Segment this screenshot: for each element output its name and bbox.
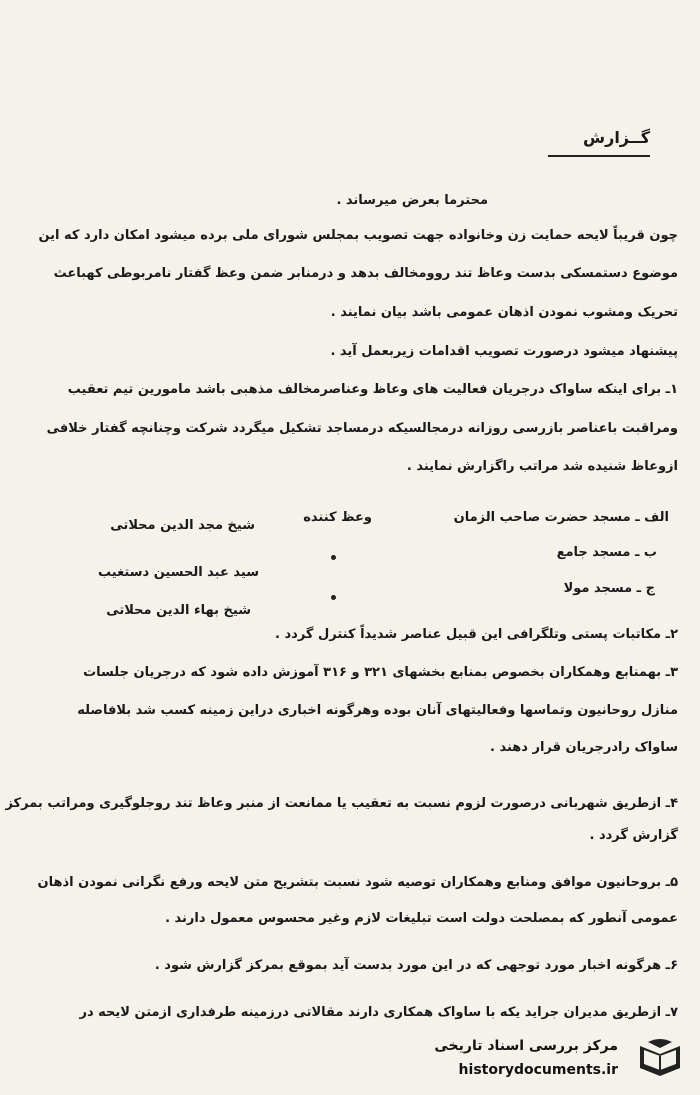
speaker-name: سید عبد الحسین دستغیب	[98, 565, 259, 580]
document-title: گــزارش	[583, 128, 650, 147]
text-line: محترما بعرض میرساند .	[336, 193, 488, 208]
text-line: ۳ـ بهمنابع وهمکاران بخصوص بمنابع بخشهای ۳۲۱ و ۳۱۶ آموزش داده شود که درجریان جلسات	[83, 665, 678, 680]
text-line: ازوعاظ شنیده شد مراتب راگزارش نمایند .	[406, 459, 678, 474]
archive-name: مرکز بررسی اسناد تاریخی	[434, 1038, 618, 1054]
text-line: چون قریباً لایحه حمایت زن وخانواده جهت تصویب بمجلس شورای ملی برده میشود امکان دارد که این	[38, 228, 678, 243]
mosque-name: ج ـ مسجد مولا	[563, 581, 655, 596]
text-line: عمومی آنطور که بمصلحت دولت است تبلیغات لازم وغیر محسوس معمول دارند .	[165, 911, 678, 926]
speaker-name: شیخ مجد الدین محلاتی	[110, 518, 255, 533]
ditto-mark	[331, 595, 336, 600]
text-line: منازل روحانیون وتماسها وفعالیتهای آنان بوده وهرگونه اخباری دراین زمینه کسب شد بلافاصله	[77, 703, 678, 718]
watermark-footer	[410, 1032, 690, 1088]
archive-url: historydocuments.ir	[458, 1062, 618, 1078]
text-line: ۵ـ بروحانیون موافق ومنابع وهمکاران توصیه شود نسبت بتشریح متن لایحه ورفع نگرانی نمودن اذهان	[37, 875, 678, 890]
mosque-name: الف ـ مسجد حضرت صاحب الزمان	[453, 510, 669, 525]
text-line: ۶ـ هرگونه اخبار مورد توجهی که در این مورد بدست آید بموقع بمرکز گزارش شود .	[154, 958, 678, 973]
text-line: ۲ـ مکاتبات پستی وتلگرافی این قبیل عناصر شدیداً کنترل گردد .	[275, 627, 678, 642]
text-line: تحریک ومشوب نمودن اذهان عمومی باشد بیان نمایند .	[330, 305, 678, 320]
mosque-name: ب ـ مسجد جامع	[556, 545, 657, 560]
text-line: ۱ـ برای اینکه ساواک درجریان فعالیت های وعاظ وعناصرمخالف مذهبی باشد مامورین تیم تعقیب	[67, 382, 678, 397]
ditto-mark	[331, 555, 336, 560]
text-line: ومراقبت باعناصر بازرسی روزانه درمجالسیکه درمساجد تشکیل میگردد شرکت وچنانچه گفتار خلافی	[46, 421, 678, 436]
text-line: پیشنهاد میشود درصورت تصویب اقدامات زیربعمل آید .	[330, 344, 678, 359]
speaker-name: شیخ بهاء الدین محلاتی	[106, 603, 251, 618]
title-underline	[548, 155, 650, 157]
column-header-speaker: وعظ کننده	[303, 510, 372, 525]
text-line: ساواک رادرجریان قرار دهند .	[489, 740, 678, 755]
book-logo-icon	[634, 1034, 686, 1082]
text-line: ۷ـ ازطریق مدیران جراید یکه با ساواک همکاری دارند مقالاتی درزمینه طرفداری ازمتن لایحه در	[79, 1005, 678, 1020]
text-line: ۴ـ ازطریق شهربانی درصورت لزوم نسبت به تعقیب یا ممانعت از منبر وعاظ تند روجلوگیری ومراتب بمرکز	[5, 796, 678, 811]
text-line: گزارش گردد .	[589, 828, 678, 843]
text-line: موضوع دستمسکی بدست وعاظ تند روومخالف بدهد و درمنابر ضمن وعظ گفتار نامربوطی کهباعث	[53, 266, 678, 281]
